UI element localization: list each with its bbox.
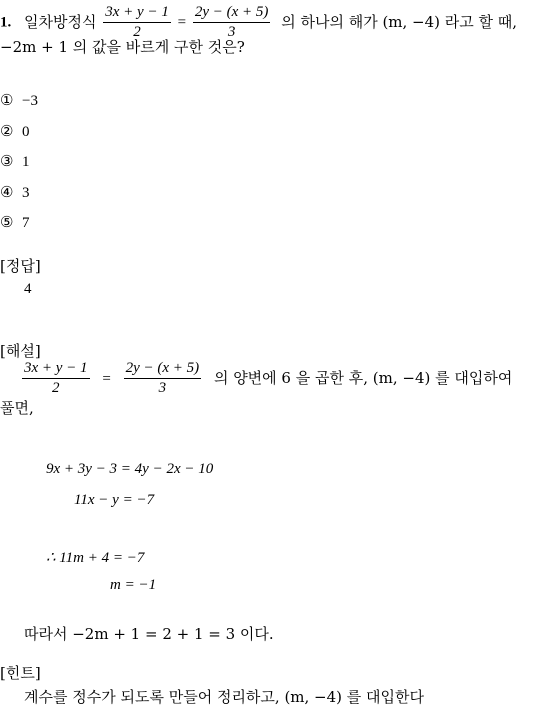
problem-intro: 일차방정식 xyxy=(24,12,97,31)
explanation-equation-4: m = −1 xyxy=(110,577,157,593)
explanation-equals: = xyxy=(102,370,111,387)
answer-label: [정답] xyxy=(0,257,41,275)
explanation-line-2: 풀면, xyxy=(0,399,34,417)
problem-tail: 의 하나의 해가 (m, −4) 라고 할 때, xyxy=(281,12,518,31)
problem-fraction-1-denominator: 2 xyxy=(133,24,141,40)
explanation-fraction-1 xyxy=(22,360,90,397)
explanation-line-1 xyxy=(20,360,512,397)
problem-fraction-2-denominator: 3 xyxy=(227,24,236,40)
problem-fraction-1-numerator: 3x + y − 1 xyxy=(103,4,171,23)
explanation-conclusion: 따라서 −2m + 1 = 2 + 1 = 3 이다. xyxy=(24,625,274,643)
option-5-marker: ⑤ xyxy=(0,213,14,231)
option-3-marker: ③ xyxy=(0,152,14,170)
problem-line-2: −2m + 1 의 값을 바르게 구한 것은? xyxy=(0,38,245,56)
option-1-marker: ① xyxy=(0,91,14,109)
explanation-tail: 의 양변에 6 을 곱한 후, (m, −4) 를 대입하여 xyxy=(213,368,513,387)
explanation-equation-3: ∴ 11m + 4 = −7 xyxy=(46,550,145,566)
option-1[interactable] xyxy=(0,91,38,110)
explanation-fraction-1-denominator: 2 xyxy=(52,380,60,396)
problem-number: 1. xyxy=(0,14,12,31)
problem-equals: = xyxy=(177,14,187,31)
explanation-fraction-2-numerator: 2y − (x + 5) xyxy=(124,360,202,379)
answer-value: 4 xyxy=(24,281,32,297)
option-4-value: 3 xyxy=(22,185,30,201)
option-1-value: −3 xyxy=(22,93,38,109)
option-3[interactable] xyxy=(0,152,30,171)
option-4[interactable] xyxy=(0,183,30,202)
explanation-label: [해설] xyxy=(0,342,41,360)
explanation-fraction-1-numerator: 3x + y − 1 xyxy=(22,360,90,379)
option-3-value: 1 xyxy=(22,154,30,170)
option-5-value: 7 xyxy=(22,215,30,231)
option-2[interactable] xyxy=(0,122,30,141)
option-2-value: 0 xyxy=(22,124,30,140)
problem-fraction-2-numerator: 2y − (x + 5) xyxy=(193,4,271,23)
explanation-equation-1: 9x + 3y − 3 = 4y − 2x − 10 xyxy=(46,461,214,477)
explanation-fraction-2 xyxy=(124,360,202,397)
explanation-fraction-2-denominator: 3 xyxy=(158,380,167,396)
explanation-equation-2: 11x − y = −7 xyxy=(74,492,155,508)
hint-text: 계수를 정수가 되도록 만들어 정리하고, (m, −4) 를 대입한다 xyxy=(24,688,425,706)
hint-label: [힌트] xyxy=(0,664,41,682)
option-2-marker: ② xyxy=(0,122,14,140)
option-5[interactable] xyxy=(0,213,30,232)
option-4-marker: ④ xyxy=(0,183,14,201)
